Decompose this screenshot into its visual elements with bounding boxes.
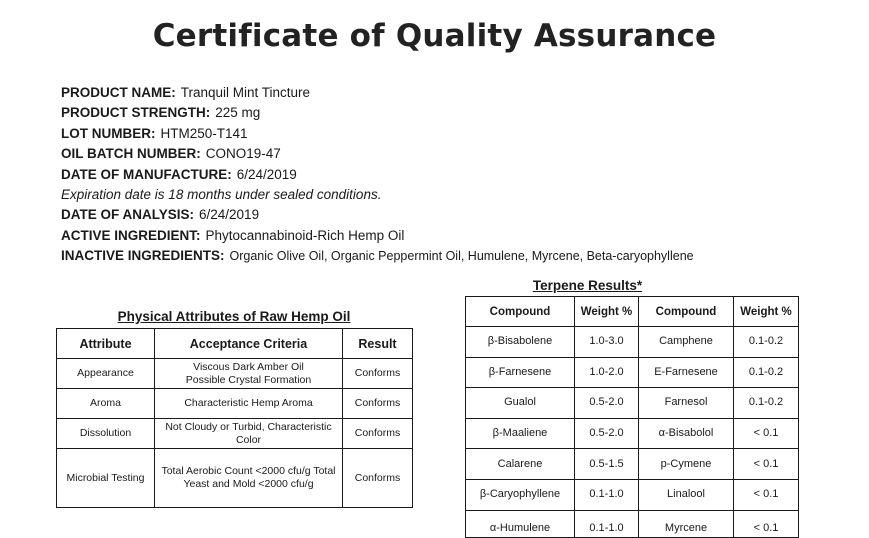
active-ingredient-value: Phytocannabinoid-Rich Hemp Oil <box>205 227 405 243</box>
inactive-ingredients-label: INACTIVE INGREDIENTS: <box>61 248 225 264</box>
weight-cell: 0.1-0.2 <box>734 357 799 388</box>
attribute-cell: Aroma <box>57 389 155 419</box>
criteria-line: Viscous Dark Amber Oil <box>193 360 304 373</box>
criteria-cell <box>155 419 343 449</box>
weight-cell: 0.1-0.2 <box>734 388 799 419</box>
compound-cell: α-Humulene <box>466 510 575 537</box>
weight-cell: 0.1-1.0 <box>575 479 639 510</box>
weight-cell: 0.5-1.5 <box>575 449 639 480</box>
product-info <box>61 83 861 267</box>
attribute-cell: Microbial Testing <box>57 449 155 508</box>
result-cell: Conforms <box>343 419 413 449</box>
criteria-line: Possible Crystal Formation <box>185 373 312 386</box>
terpene-results-caption: Terpene Results* <box>532 278 643 293</box>
weight-cell: 0.5-2.0 <box>575 388 639 419</box>
product-strength-line <box>61 103 861 123</box>
criteria-line: Total Aerobic Count <2000 cfu/g Total <box>161 465 336 477</box>
oil-batch-value: CONO19-47 <box>205 146 281 162</box>
weight-cell: 1.0-2.0 <box>575 357 639 388</box>
product-strength-value: 225 mg <box>215 105 261 121</box>
analysis-date: 6/24/2019 <box>199 207 260 223</box>
table-header-row <box>57 329 413 359</box>
column-header: Compound <box>639 297 734 327</box>
table-row <box>57 359 413 389</box>
compound-cell: β-Caryophyllene <box>466 479 575 510</box>
weight-cell: 0.1-1.0 <box>575 510 639 537</box>
table-row <box>466 479 799 510</box>
analysis-line <box>61 205 861 225</box>
compound-cell: p-Cymene <box>639 449 734 480</box>
compound-cell: Gualol <box>466 388 575 419</box>
physical-attributes-table <box>56 328 413 508</box>
column-header: Compound <box>466 297 575 327</box>
product-name-label: PRODUCT NAME: <box>61 85 176 100</box>
table-row <box>466 418 799 449</box>
compound-cell: β-Maaliene <box>466 418 575 449</box>
lot-number-line <box>61 124 861 144</box>
compound-cell: Myrcene <box>639 510 734 537</box>
compound-cell: Farnesol <box>639 388 734 419</box>
active-ingredient-label: ACTIVE INGREDIENT: <box>61 227 201 243</box>
table-row <box>466 449 799 480</box>
criteria-line: Color <box>235 433 262 446</box>
compound-cell: Calarene <box>466 449 575 480</box>
physical-attributes-caption: Physical Attributes of Raw Hemp Oil <box>117 309 351 324</box>
expiration-note: Expiration date is 18 months under sealed conditions. <box>61 186 382 202</box>
weight-cell: < 0.1 <box>734 449 799 480</box>
compound-cell: β-Bisabolene <box>466 327 575 358</box>
oil-batch-line <box>61 144 861 164</box>
table-row <box>466 510 799 537</box>
criteria-line: Not Cloudy or Turbid, Characteristic <box>165 420 332 433</box>
column-header: Acceptance Criteria <box>155 329 343 359</box>
inactive-ingredients-value: Organic Olive Oil, Organic Peppermint Oil, Humulene, Myrcene, Beta-caryophyllene <box>229 249 694 264</box>
manufacture-line <box>61 165 861 185</box>
lot-number-value: HTM250-T141 <box>160 125 248 141</box>
compound-cell: α-Bisabolol <box>639 418 734 449</box>
weight-cell: 1.0-3.0 <box>575 327 639 358</box>
weight-cell: < 0.1 <box>734 510 799 537</box>
criteria-cell: Characteristic Hemp Aroma <box>155 389 343 419</box>
attribute-cell: Appearance <box>57 359 155 389</box>
inactive-ingredients-line <box>61 246 861 266</box>
column-header: Attribute <box>57 329 155 359</box>
manufacture-label: DATE OF MANUFACTURE: <box>61 166 232 182</box>
result-cell: Conforms <box>343 389 413 419</box>
active-ingredient-line <box>61 226 861 246</box>
weight-cell: < 0.1 <box>734 479 799 510</box>
criteria-line: Yeast and Mold <2000 cfu/g <box>183 478 314 490</box>
column-header: Result <box>343 329 413 359</box>
terpene-results-table <box>465 296 799 538</box>
compound-cell: E-Farnesene <box>639 357 734 388</box>
result-cell: Conforms <box>343 359 413 389</box>
manufacture-date: 6/24/2019 <box>236 166 297 182</box>
analysis-label: DATE OF ANALYSIS: <box>61 207 195 223</box>
table-row <box>57 389 413 419</box>
criteria-cell <box>155 449 343 508</box>
column-header: Weight % <box>734 297 799 327</box>
table-row <box>466 388 799 419</box>
table-header-row <box>466 297 799 327</box>
product-name-line <box>61 83 861 103</box>
compound-cell: Linalool <box>639 479 734 510</box>
result-cell: Conforms <box>343 449 413 508</box>
column-header: Weight % <box>575 297 639 327</box>
oil-batch-label: OIL BATCH NUMBER: <box>61 146 201 162</box>
weight-cell: 0.5-2.0 <box>575 418 639 449</box>
criteria-cell <box>155 359 343 389</box>
table-row <box>466 327 799 358</box>
lot-number-label: LOT NUMBER: <box>61 125 156 141</box>
attribute-cell: Dissolution <box>57 419 155 449</box>
table-row <box>57 449 413 508</box>
weight-cell: 0.1-0.2 <box>734 327 799 358</box>
product-name-value: Tranquil Mint Tincture <box>180 85 311 100</box>
compound-cell: Camphene <box>639 327 734 358</box>
document-title: Certificate of Quality Assurance <box>152 18 717 54</box>
table-row <box>466 357 799 388</box>
product-strength-label: PRODUCT STRENGTH: <box>61 105 211 121</box>
table-row <box>57 419 413 449</box>
weight-cell: < 0.1 <box>734 418 799 449</box>
compound-cell: β-Farnesene <box>466 357 575 388</box>
